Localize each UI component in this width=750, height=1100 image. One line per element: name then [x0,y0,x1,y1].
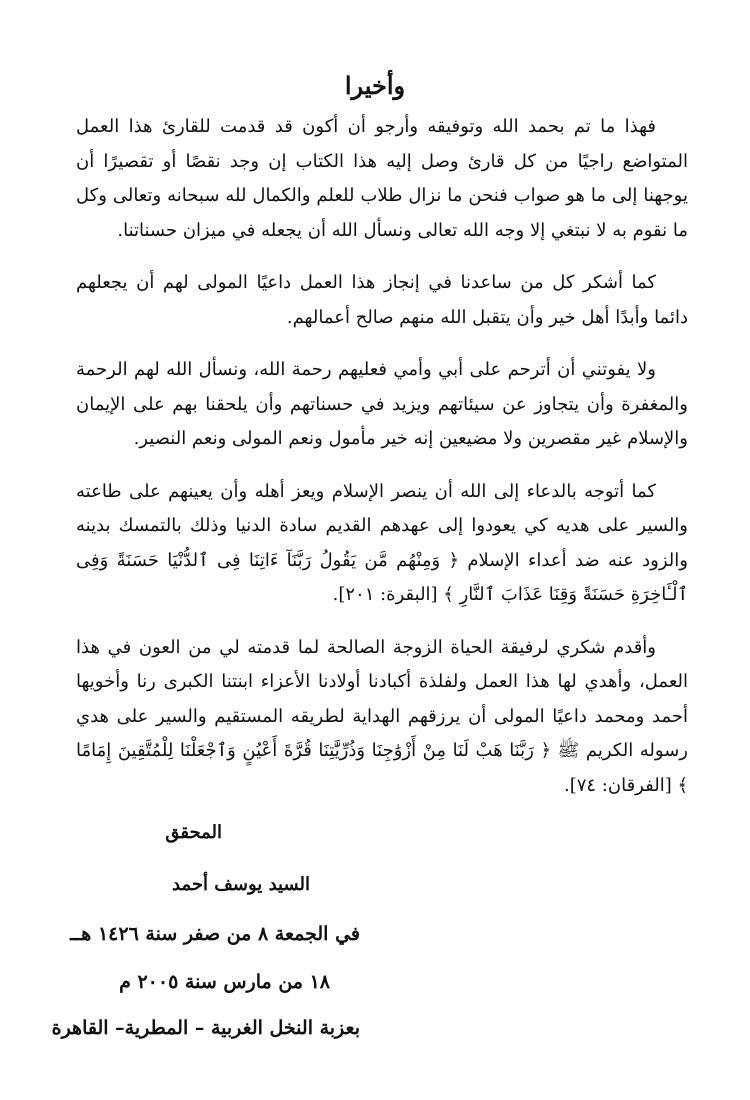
paragraph-prayer: كما أتوجه بالدعاء إلى الله أن ينصر الإسلام ويعز أهله وأن يعينهم على طاعته والسير على هديه كي يعودوا إلى عهدهم القديم سادة الدنيا وذلك بالتمسك بدينه والزود عنه ضد أعداء الإسلام ﴿ وَمِنْهُم مَّن يَقُولُ رَبَّنَآ ءَاتِنَا فِى ٱلدُّنْيَا حَسَنَةً وَفِى ٱلْـَٔاخِرَةِ حَسَنَةً وَقِنَا عَذَابَ ٱلنَّارِ ﴾ [البقرة: ٢٠١]. [76,480,688,605]
paragraph-thanks: كما أشكر كل من ساعدنا في إنجاز هذا العمل داعيًا المولى لهم أن يجعلهم دائما وأبدًا أهل خير وأن يتقبل الله منهم صالح أعمالهم. [76,272,688,328]
paragraph-parents: ولا يفوتني أن أترحم على أبي وأمي فعليهم رحمة الله، ونسأل الله لهم الرحمة والمغفرة وأن يتجاوز عن سيئاتهم ويزيد في حسناتهم وأن يلحقنا بهم على الإيمان والإسلام غير مقصرين ولا مضيعين إنه خير مأمول ونعم المولى ونعم النصير. [76,359,688,449]
page-title: وأخيرا [344,71,406,100]
signature-gregorian-date: ١٨ من مارس سنة ٢٠٠٥ م [119,971,330,993]
signature-place: بعزبة النخل الغربية – المطرية– القاهرة [51,1017,360,1039]
body-text [76,110,688,821]
signature-name: السيد يوسف أحمد [172,874,310,895]
paragraph-family: وأقدم شكري لرفيقة الحياة الزوجة الصالحة لما قدمته لي من العون في هذا العمل، وأهدي لها هذا العمل ولفلذة أكبادنا أولادنا الأعزاء ابنتنا الكبرى رنا وأخويها أحمد ومحمد داعيًا المولى أن يرزقهم الهداية لطريقه المستقيم والسير على هدي رسوله الكريم ﷺ ﴿ رَبَّنَا هَبْ لَنَا مِنْ أَزْوَٰجِنَا وَذُرِّيَّٰتِنَا قُرَّةَ أَعْيُنٍ وَٱجْعَلْنَا لِلْمُتَّقِينَ إِمَامًا ﴾ [الفرقان: ٧٤]. [76,636,688,796]
signature-hijri-date: في الجمعة ٨ من صفر سنة ١٤٢٦ هــ [70,923,360,945]
paragraph-closing: فهذا ما تم بحمد الله وتوفيقه وأرجو أن أكون قد قدمت للقارئ هذا العمل المتواضع راجيًا من كل قارئ وصل إليه هذا الكتاب إن وجد نقصًا أو تقصيرًا أن يوجهنا إلى ما هو صواب فنحن ما نزال طلاب للعلم والكمال لله سبحانه وتعالى وكل ما نقوم به لا نبتغي إلا وجه الله تعالى ونسأل الله أن يجعله في ميزان حسناتنا. [76,116,688,241]
signature-role: المحقق [165,822,222,843]
